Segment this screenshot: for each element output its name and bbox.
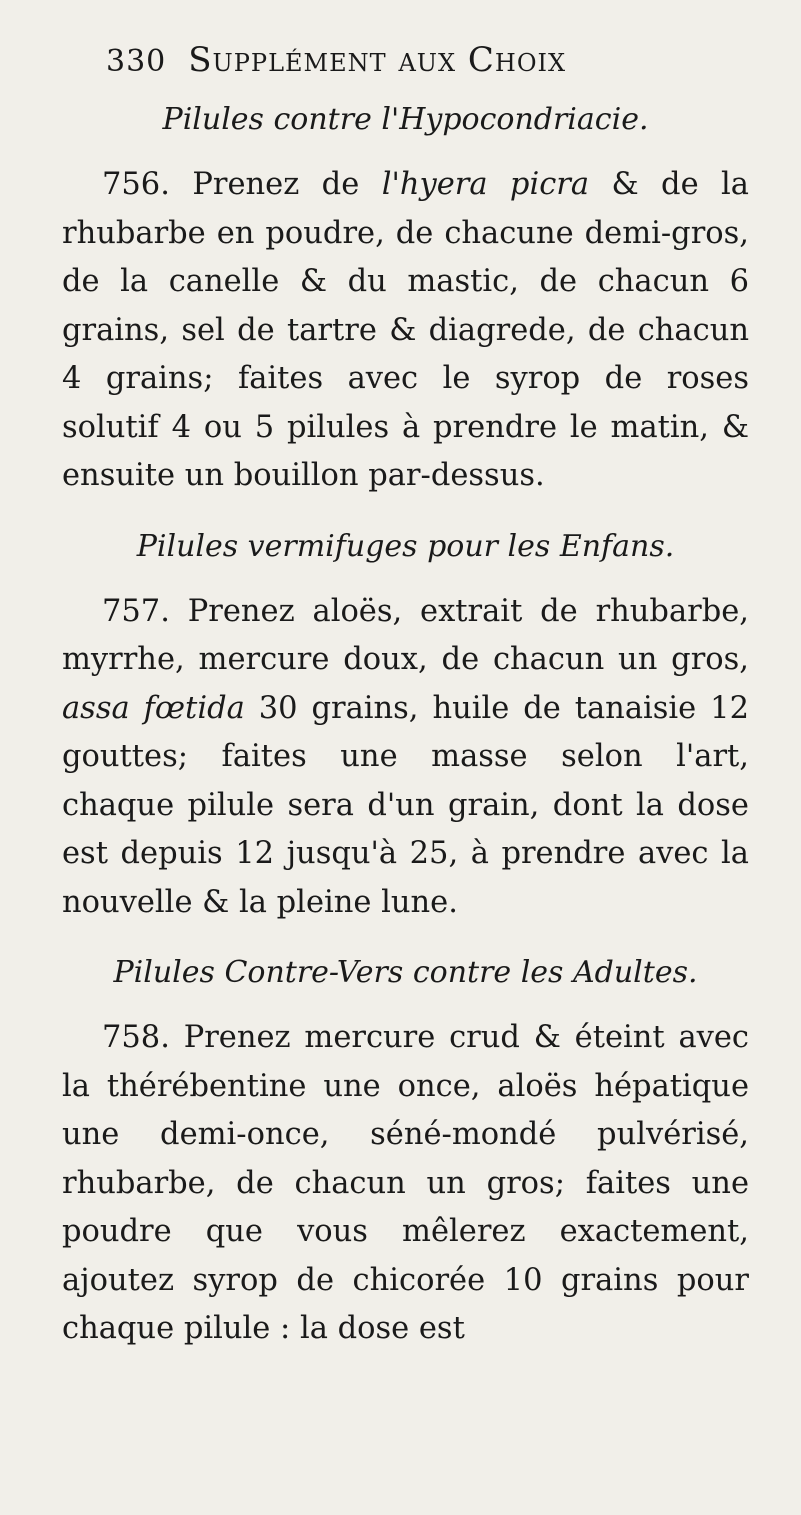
recipe-number: 756. — [102, 167, 170, 202]
recipe-paragraph — [62, 1014, 749, 1354]
section-title: Pilules contre l'Hypocondriacie. — [162, 102, 649, 137]
recipe-number: 758. — [102, 1020, 170, 1055]
section-757 — [62, 529, 749, 928]
recipe-text: 30 grains, huile de tanaisie 12 gouttes; faites une masse selon l'art, chaque pilule sera d'un grain, dont la dose est depuis 12 jusqu'à 25, à prendre avec la nouvelle & la pleine lune. — [62, 690, 749, 920]
recipe-text: & de la rhubarbe en poudre, de chacune demi-gros, de la canelle & du mastic, de chacun 6 grains, sel de tartre & diagrede, de chacun 4 grains; faites avec le syrop de roses solutif 4 ou 5 pilules à prendre le matin, & ensuite un bouillon par-dessus. — [62, 167, 749, 493]
section-title: Pilules Contre-Vers contre les Adultes. — [113, 955, 698, 990]
recipe-text: Prenez aloës, extrait de rhubarbe, myrrhe, mercure doux, de chacun un gros, — [62, 593, 749, 677]
recipe-italic-term: l'hyera picra — [381, 167, 590, 202]
section-756 — [62, 102, 749, 501]
page-number: 330 — [106, 44, 167, 79]
recipe-italic-term: assa fœtida — [62, 690, 245, 726]
recipe-number: 757. — [102, 593, 170, 629]
section-title: Pilules vermifuges pour les Enfans. — [136, 528, 675, 564]
recipe-text: Prenez mercure crud & éteint avec la thérébentine une once, aloës hépatique une demi-once, séné-mondé pulvérisé, rhubarbe, de chacun un gros; faites une poudre que vous mêlerez exactement, ajoutez syrop de chicorée 10 grains pour chaque pilule : la dose est — [62, 1020, 749, 1346]
running-title: Supplément aux Choix — [188, 40, 567, 80]
running-header — [106, 40, 749, 80]
recipe-text: Prenez de — [169, 167, 382, 202]
section-758 — [62, 955, 749, 1354]
recipe-paragraph — [62, 588, 749, 928]
recipe-paragraph — [62, 161, 749, 501]
